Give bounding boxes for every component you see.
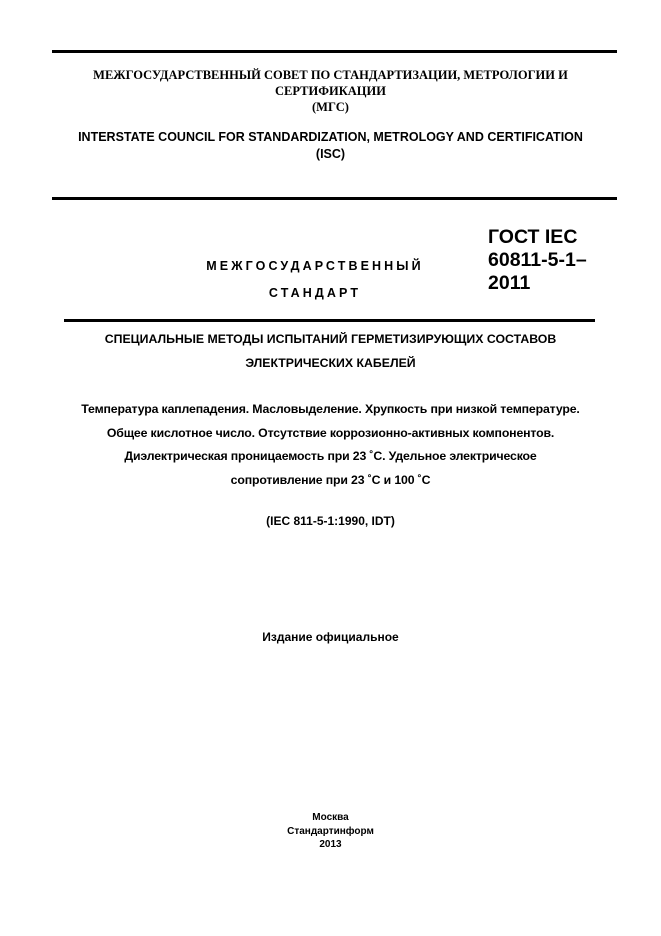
- council-name-en-line: INTERSTATE COUNCIL FOR STANDARDIZATION, METROLOGY AND CERTIFICATION: [78, 130, 583, 144]
- council-name-en: [0, 129, 661, 163]
- council-name-ru: [0, 67, 661, 115]
- description-line3: Диэлектрическая проницаемость при 23 ˚С. Удельное электрическое: [124, 449, 537, 464]
- description-line4: сопротивление при 23 ˚С и 100 ˚С: [230, 473, 431, 488]
- council-abbr-en: (ISC): [315, 147, 346, 161]
- document-title: [0, 327, 661, 375]
- standard-label-line1: МЕЖГОСУДАРСТВЕННЫЙ: [206, 259, 424, 273]
- iec-reference: (IEC 811-5-1:1990, IDT): [266, 514, 395, 528]
- imprint-publisher: Стандартинформ: [287, 825, 374, 837]
- standard-label-line2: СТАНДАРТ: [268, 286, 362, 300]
- imprint-city: Москва: [312, 812, 349, 823]
- top-rule: [52, 50, 617, 53]
- header-rule: [52, 197, 617, 200]
- council-name-ru-line1: МЕЖГОСУДАРСТВЕННЫЙ СОВЕТ ПО СТАНДАРТИЗАЦИИ, МЕТРОЛОГИИ И: [93, 68, 568, 82]
- imprint-year: 2013: [319, 839, 342, 850]
- standard-number: [488, 226, 638, 295]
- description-line2: Общее кислотное число. Отсутствие коррозионно-активных компонентов.: [106, 425, 555, 440]
- document-title-line1: СПЕЦИАЛЬНЫЕ МЕТОДЫ ИСПЫТАНИЙ ГЕРМЕТИЗИРУЮЩИХ СОСТАВОВ: [104, 332, 557, 346]
- description-line1: Температура каплепадения. Масловыделение. Хрупкость при низкой температуре.: [81, 402, 580, 416]
- council-name-ru-line2: СЕРТИФИКАЦИИ: [275, 84, 386, 98]
- title-rule: [64, 319, 595, 322]
- standard-number-line3: 2011: [488, 272, 531, 294]
- council-abbr-ru: (МГС): [312, 100, 349, 114]
- imprint: [0, 811, 661, 852]
- document-description: [0, 398, 661, 493]
- standard-number-line2: 60811-5-1–: [488, 249, 587, 271]
- document-title-line2: ЭЛЕКТРИЧЕСКИХ КАБЕЛЕЙ: [245, 356, 416, 370]
- standard-number-line1: ГОСТ IEC: [488, 226, 578, 248]
- edition-label: Издание официальное: [262, 630, 399, 644]
